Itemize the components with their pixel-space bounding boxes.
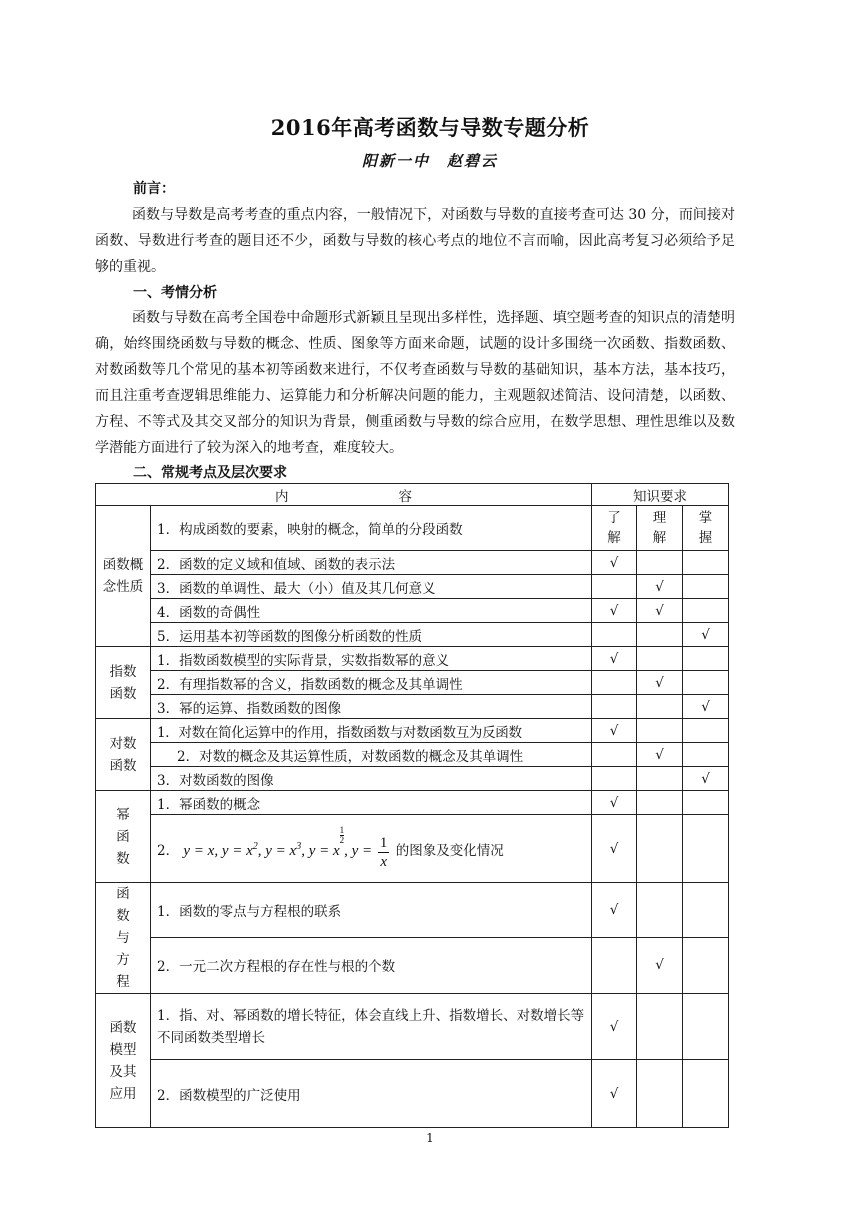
check-mark: √ [592, 815, 637, 883]
content-cell: 2．有理指数幂的含义，指数函数的概念及其单调性 [151, 671, 592, 695]
content-cell: 3．函数的单调性、最大（小）值及其几何意义 [151, 575, 592, 599]
check-mark: √ [592, 883, 637, 938]
content-cell: 4．函数的奇偶性 [151, 599, 592, 623]
check-mark: √ [683, 623, 729, 647]
category-cell: 函数与方程 [96, 883, 151, 994]
content-cell: 1．幂函数的概念 [151, 791, 592, 815]
content-cell: 3．幂的运算、指数函数的图像 [151, 695, 592, 719]
check-mark: √ [637, 599, 683, 623]
level-understand-header: 了 解 [592, 506, 637, 551]
table-header-row [96, 484, 729, 506]
content-cell: 5．运用基本初等函数的图像分析函数的性质 [151, 623, 592, 647]
category-cell: 幂函数 [96, 791, 151, 883]
table-row [96, 551, 729, 575]
power-function-formula: y = x, $y = x^2$, $y = x^3$, y = x $\frac{1}{2}$ , y = $\frac{1}{x}$ [183, 825, 388, 870]
author-line: 阳新一中 赵碧云 [361, 152, 498, 170]
table-row [96, 695, 729, 719]
requirements-table [95, 483, 729, 1128]
content-cell: 2．函数的定义域和值域、函数的表示法 [151, 551, 592, 575]
page-number: 1 [426, 1131, 434, 1145]
analysis-paragraph: 函数与导数在高考全国卷中命题形式新颖且呈现出多样性，选择题、填空题考查的知识点的清楚明确，始终围绕函数与导数的概念、性质、图象等方面来命题，试题的设计多围绕一次函数、指数函数、对数函数等几个常见的基本初等函数来进行，不仅考查函数与导数的基础知识，基本方法，基本技巧，而且注重考查逻辑思维能力、运算能力和分析解决问题的能力，主观题叙述简洁、设问清楚，以函数、方程、不等式及其交叉部分的知识为背景，侧重函数与导数的综合应用，在数学思想、理性思维以及数学潜能方面进行了较为深入的地考查，难度较大。 [95, 310, 735, 456]
check-mark: √ [592, 994, 637, 1060]
document-title: 2016年高考函数与导数专题分析 [270, 115, 590, 140]
content-cell: 1．构成函数的要素，映射的概念，简单的分段函数 [151, 506, 592, 551]
check-mark: √ [592, 551, 637, 575]
category-cell: 指数函数 [96, 647, 151, 719]
table-row [96, 743, 729, 767]
analysis-heading: 一、考情分析 [133, 285, 217, 301]
category-cell: 对数函数 [96, 719, 151, 791]
table-row [96, 883, 729, 938]
content-cell: 2．一元二次方程根的存在性与根的个数 [151, 937, 592, 993]
table-row [96, 937, 729, 993]
content-cell: 2． y = x, $y = x^2$, $y = x^3$, y = x $\frac{1}{2}$ , y = $\frac{1}{x}$ 的图象及变化情况 [151, 815, 592, 883]
table-row [96, 647, 729, 671]
table-row [96, 506, 729, 551]
table-row [96, 1060, 729, 1128]
category-cell: 函数概念性质 [96, 506, 151, 647]
level-master-header: 掌 握 [683, 506, 729, 551]
table-row [96, 791, 729, 815]
check-mark: √ [592, 599, 637, 623]
table-row [96, 623, 729, 647]
check-mark: √ [637, 937, 683, 993]
check-mark: √ [637, 575, 683, 599]
check-mark: √ [592, 791, 637, 815]
content-cell: 2．对数的概念及其运算性质，对数函数的概念及其单调性 [151, 743, 592, 767]
check-mark: √ [683, 695, 729, 719]
check-mark: √ [592, 647, 637, 671]
check-mark: √ [683, 767, 729, 791]
header-content: 内 容 [96, 484, 592, 506]
header-requirements: 知识要求 [592, 484, 729, 506]
content-cell: 1．指、对、幂函数的增长特征，体会直线上升、指数增长、对数增长等不同函数类型增长 [151, 994, 592, 1060]
table-row [96, 767, 729, 791]
level-comprehend-header: 理 解 [637, 506, 683, 551]
check-mark: √ [637, 671, 683, 695]
table-row [96, 671, 729, 695]
table-row [96, 815, 729, 883]
points-heading: 二、常规考点及层次要求 [133, 465, 287, 481]
content-cell: 1．对数在简化运算中的作用，指数函数与对数函数互为反函数 [151, 719, 592, 743]
content-cell: 2．函数模型的广泛使用 [151, 1060, 592, 1128]
table-row [96, 575, 729, 599]
preface-heading: 前言： [133, 181, 175, 197]
check-mark: √ [592, 1060, 637, 1128]
check-mark: √ [592, 719, 637, 743]
check-mark: √ [637, 743, 683, 767]
table-row [96, 599, 729, 623]
content-cell: 3．对数函数的图像 [151, 767, 592, 791]
preface-paragraph: 函数与导数是高考考查的重点内容，一般情况下，对函数与导数的直接考查可达 30 分，而间接对函数、导数进行考查的题目还不少，函数与导数的核心考点的地位不言而喻，因此高考复习必须给予足够的重视。 [95, 207, 735, 275]
category-cell: 函数模型及其应用 [96, 994, 151, 1128]
table-row [96, 719, 729, 743]
table-row [96, 994, 729, 1060]
content-cell: 1．指数函数模型的实际背景，实数指数幂的意义 [151, 647, 592, 671]
content-cell: 1．函数的零点与方程根的联系 [151, 883, 592, 938]
